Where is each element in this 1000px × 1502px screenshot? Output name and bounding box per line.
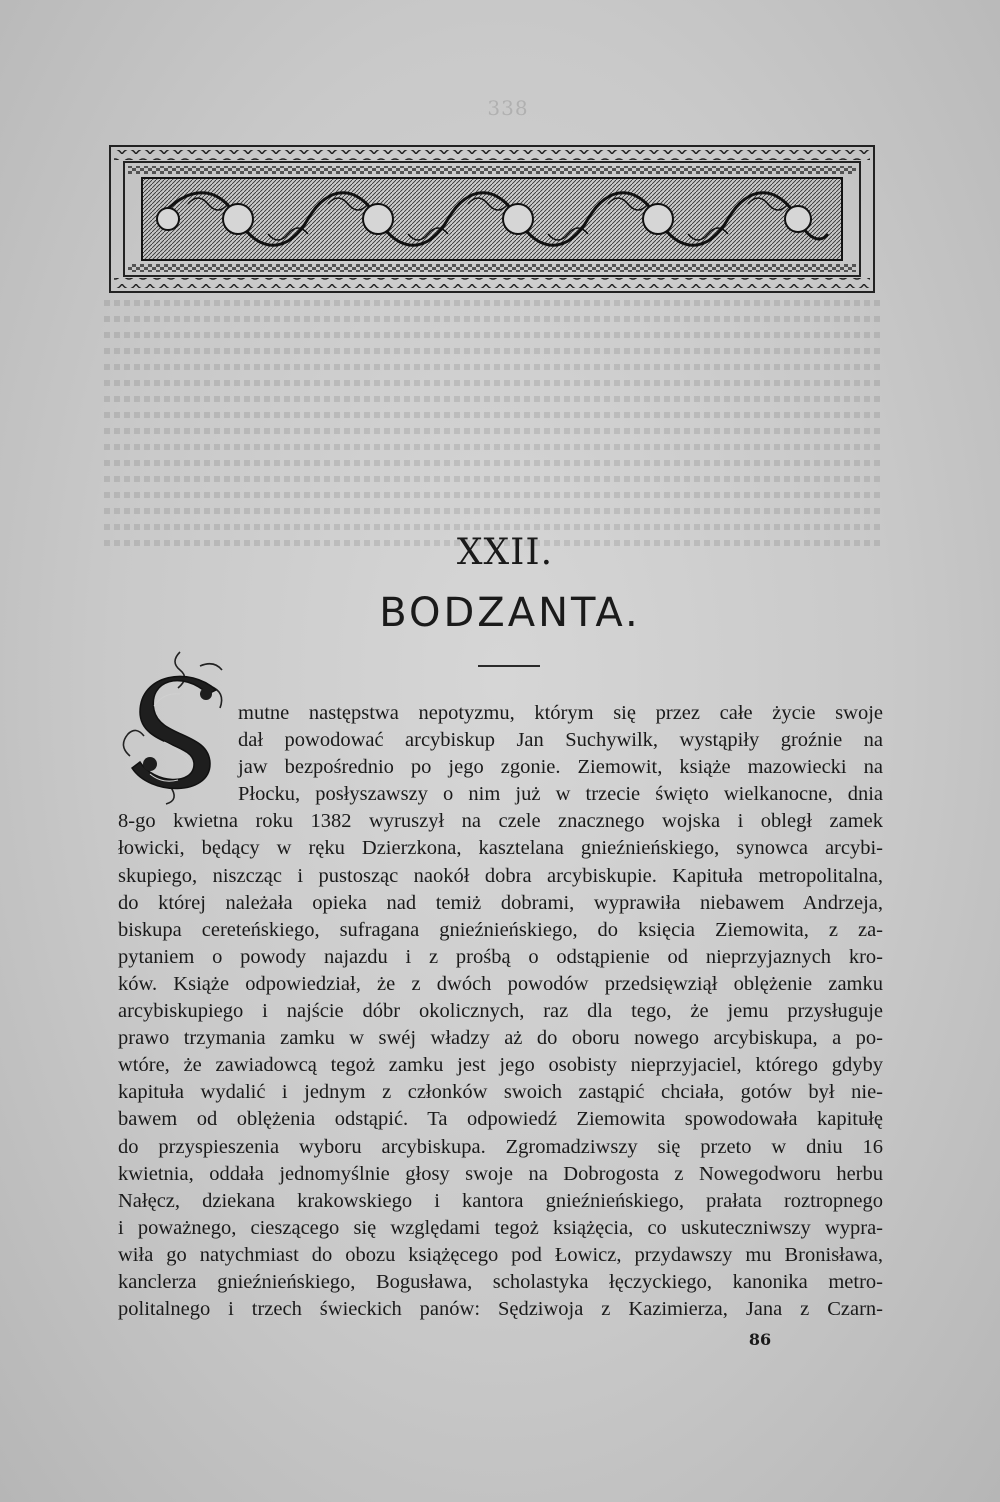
body-line: kanclerza gnieźnieńskiego, Bogusława, scholastyka łęczyckiego, kanonika metro- [118,1270,883,1293]
decorative-header-ornament [108,144,876,294]
body-line: do przyspieszenia wyboru arcybiskupa. Zgromadziwszy się przeto w dniu 16 [118,1135,883,1158]
body-line: bawem od oblężenia odstąpić. Ta odpowiedź Ziemowita spowodowała kapitułę [118,1108,883,1131]
body-line: skupiego, niszcząc i pustosząc naokół dobra arcybiskupie. Kapituła metropolitalna, [118,864,883,887]
body-line: jaw bezpośrednio po jego zgonie. Ziemowit, książe mazowiecki na [238,756,883,779]
body-line: do której należała opieka nad temiż dobrami, wyprawiła niebawem Andrzeja, [118,891,883,914]
body-line: wiła go natychmiast do obozu książęcego pod Łowicz, przydawszy mu Bronisława, [118,1243,883,1266]
body-line: prawo trzymania zamku w swéj władzy aż do oboru nowego arcybiskupa, a po- [118,1027,883,1050]
body-line: 8-go kwietna roku 1382 wyruszył na czele znacznego wojska i obległ zamek [118,810,883,833]
body-line: mutne następstwa nepotyzmu, którym się przez całe życie swoje [238,702,883,724]
chapter-number: XXII. [456,532,554,573]
chapter-title: BODZANTA. [379,590,641,636]
body-line: ków. Książe odpowiedział, że z dwóch powodów przedsięwziął oblężenie zamku [118,972,883,995]
body-line: Płocku, posłyszawszy o nim już w trzecie święto wielkanocne, dnia [238,783,883,806]
body-line: kwietnia, oddała jednomyślnie głosy swoje na Dobrogosta z Nowegodworu herbu [118,1162,883,1185]
body-line: politalnego i trzech świeckich panów: Sędziwoja z Kazimierza, Jana z Czarn- [118,1298,883,1321]
body-line: łowicki, będący w ręku Dzierzkona, kasztelana gnieźnieńskiego, synowca arcybi- [118,837,883,860]
title-divider-rule [478,665,540,667]
body-line: arcybiskupiego i najście dóbr okolicznych, raz dla tego, że jemu przysługuje [118,1000,883,1023]
body-line: Nałęcz, dziekana krakowskiego i kantora gnieźnieńskiego, prałata roztropnego [118,1189,883,1212]
body-line: dał powodować arcybiskup Jan Suchywilk, wystąpiły groźnie na [238,729,883,752]
body-line: kapituła wydalić i jednym z członków swoich zastąpić chciała, gotów był nie- [118,1081,883,1104]
top-page-number: 338 [487,96,529,120]
body-line: wtóre, że zawiadowcą tegoż zamku jest jego osobisty nieprzyjaciel, którego gdyby [118,1054,883,1077]
chapter-body-text [118,700,883,1323]
body-line: biskupa cereteńskiego, sufragana gnieźnieńskiego, do księcia Ziemowita, z za- [118,918,883,941]
bottom-page-number: 86 [748,1330,772,1349]
body-line: pytaniem o powody najazdu i z prośbą o odstąpienie od nieprzyjaznych kro- [118,945,883,968]
body-line: i poważnego, cieszącego się względami tegoż książęcia, co uskuteczniwszy wypra- [118,1216,883,1239]
